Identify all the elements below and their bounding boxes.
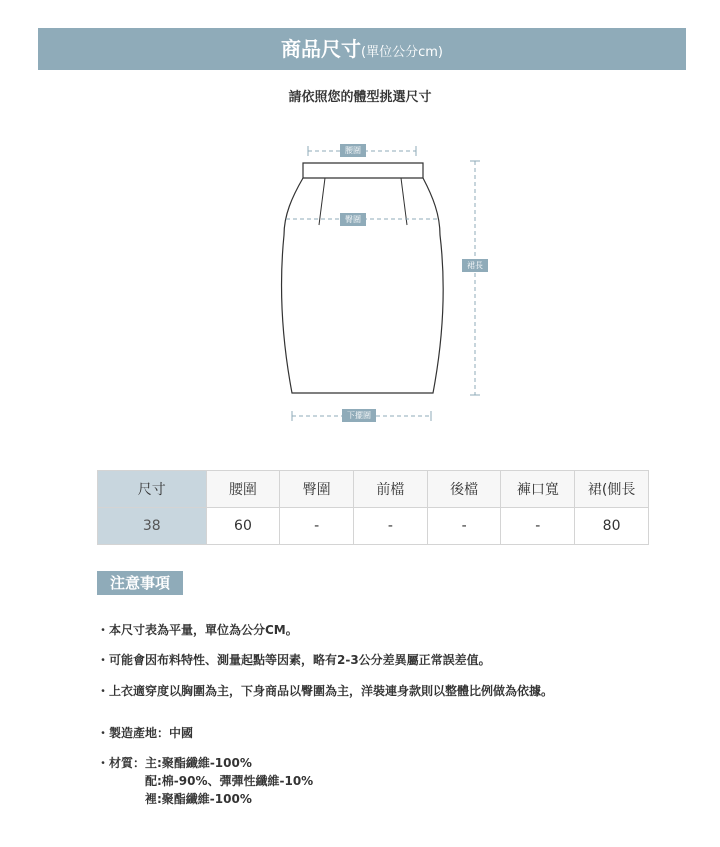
header-back-rise: 後檔 bbox=[427, 471, 501, 508]
notice-item-fit: ・上衣適穿度以胸圍為主，下身商品以臀圍為主，洋裝連身款則以整體比例做為依據。 bbox=[97, 684, 554, 698]
waist-label: 腰圍 bbox=[340, 144, 366, 157]
size-table bbox=[97, 470, 649, 545]
materials-block bbox=[97, 754, 313, 808]
length-label: 裙長 bbox=[462, 259, 488, 272]
cell-size: 38 bbox=[98, 508, 207, 545]
header-size: 尺寸 bbox=[98, 471, 207, 508]
header-hip: 臀圍 bbox=[280, 471, 354, 508]
size-header-banner bbox=[38, 28, 686, 70]
materials-lining: 裡:聚酯纖維-100% bbox=[145, 792, 252, 806]
hem-label: 下擺圍 bbox=[342, 409, 376, 422]
materials-label: ・材質： bbox=[97, 756, 146, 770]
size-header-unit: (單位公分cm) bbox=[361, 45, 443, 60]
size-table-header bbox=[98, 471, 649, 508]
materials-accent: 配:棉-90%、彈彈性纖維-10% bbox=[145, 774, 314, 788]
cell-hip: - bbox=[280, 508, 354, 545]
notice-item-measurement: ・本尺寸表為平量，單位為公分CM。 bbox=[97, 623, 298, 637]
cell-waist: 60 bbox=[206, 508, 280, 545]
hip-label: 臀圍 bbox=[340, 213, 366, 226]
header-skirt-length: 裙(側長 bbox=[575, 471, 649, 508]
notice-item-tolerance: ・可能會因布料特性、測量起點等因素，略有2-3公分差異屬正常誤差值。 bbox=[97, 653, 491, 667]
cell-skirt-length: 80 bbox=[575, 508, 649, 545]
size-subtitle: 請依照您的體型挑選尺寸 bbox=[288, 90, 432, 105]
header-front-rise: 前檔 bbox=[354, 471, 428, 508]
notice-title: 注意事項 bbox=[97, 571, 183, 595]
table-row bbox=[98, 508, 649, 545]
skirt-diagram bbox=[270, 135, 510, 430]
cell-leg-opening: - bbox=[501, 508, 575, 545]
size-header-title: 商品尺寸 bbox=[281, 37, 362, 61]
header-leg-opening: 褲口寬 bbox=[501, 471, 575, 508]
cell-back-rise: - bbox=[427, 508, 501, 545]
materials-main: 主:聚酯纖維-100% bbox=[145, 756, 252, 770]
notice-item-origin: ・製造產地：中國 bbox=[97, 726, 194, 740]
cell-front-rise: - bbox=[354, 508, 428, 545]
skirt-illustration bbox=[270, 135, 510, 430]
header-waist: 腰圍 bbox=[206, 471, 280, 508]
